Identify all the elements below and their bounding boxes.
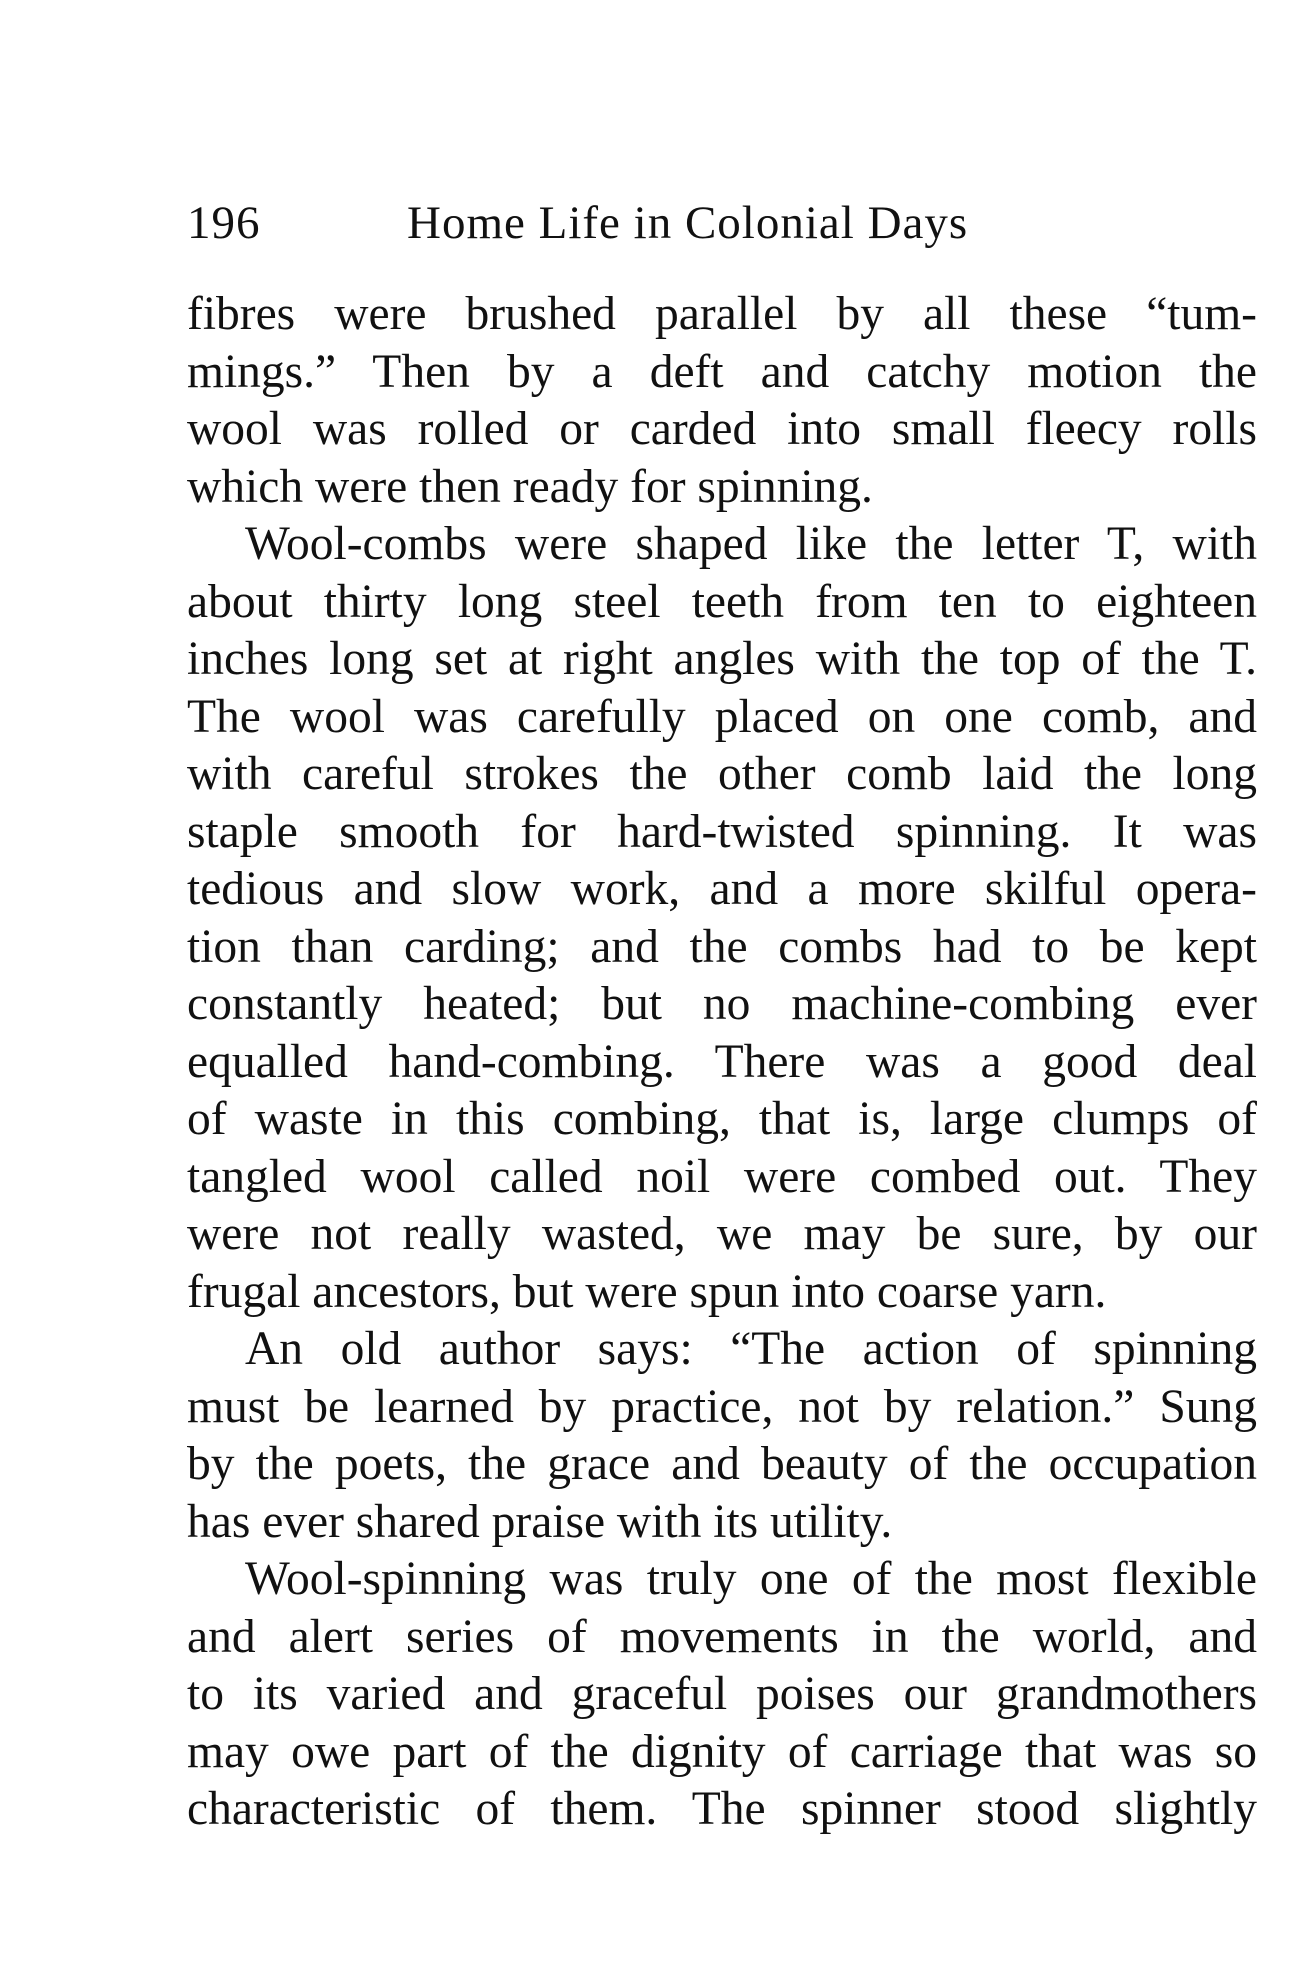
text-line: Wool-combs were shaped like the letter T, with [245,518,1257,570]
text-line: and alert series of movements in the world, and [187,1610,1257,1663]
text-line: The wool was carefully placed on one comb, and [187,690,1257,743]
text-line: about thirty long steel teeth from ten to eighteen [187,575,1257,628]
text-line: to its varied and graceful poises our grandmothers [187,1668,1257,1720]
text-line: fibres were brushed parallel by all these “tum- [187,288,1257,340]
paragraph [187,1321,1257,1551]
text-line: equalled hand-combing. There was a good deal [187,1035,1257,1088]
text-line: has ever shared praise with its utility. [187,1495,893,1548]
paragraph [187,516,1257,1321]
paragraph [187,1551,1257,1839]
text-line: which were then ready for spinning. [187,460,873,513]
body-text [187,286,1257,1839]
text-line: by the poets, the grace and beauty of the occupation [187,1438,1257,1490]
text-line: mings.” Then by a deft and catchy motion the [187,345,1257,398]
text-line: must be learned by practice, not by relation.” Sung [187,1380,1257,1433]
page-number: 196 [187,197,261,249]
text-line: inches long set at right angles with the top of the T. [187,633,1257,685]
paragraph [187,286,1257,516]
running-head [187,188,1257,258]
text-line: staple smooth for hard-twisted spinning. It was [187,805,1257,858]
book-title: Home Life in Colonial Days [407,197,969,249]
text-line: with careful strokes the other comb laid the long [187,748,1257,800]
text-line: of waste in this combing, that is, large clumps of [187,1093,1257,1145]
text-line: frugal ancestors, but were spun into coarse yarn. [187,1265,1107,1318]
text-line: may owe part of the dignity of carriage that was so [187,1725,1257,1778]
text-line: An old author says: “The action of spinning [245,1323,1257,1375]
text-line: Wool-spinning was truly one of the most flexible [245,1553,1257,1605]
text-line: wool was rolled or carded into small fleecy rolls [187,403,1257,455]
text-line: constantly heated; but no machine-combing ever [187,978,1257,1030]
text-line: characteristic of them. The spinner stood slightly [187,1783,1257,1835]
text-line: tion than carding; and the combs had to be kept [187,920,1257,973]
text-line: tedious and slow work, and a more skilful opera- [187,863,1257,915]
text-line: were not really wasted, we may be sure, by our [187,1208,1257,1260]
text-line: tangled wool called noil were combed out. They [187,1150,1257,1203]
